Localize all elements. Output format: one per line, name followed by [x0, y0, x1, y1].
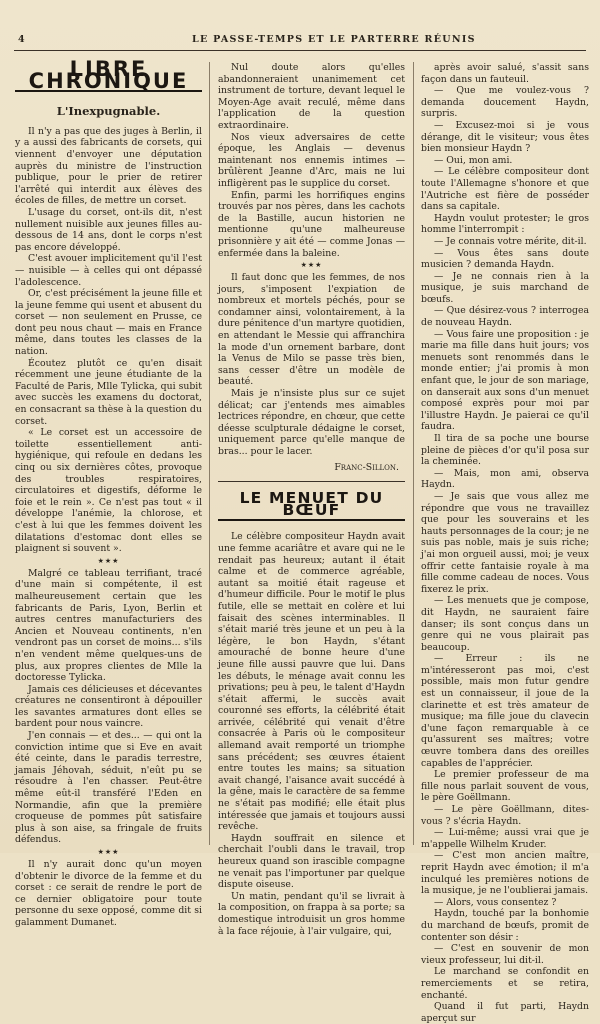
paragraph: « Le corset est un accessoire de toilette essentiellement anti-hygiénique, qui refoule en dedans les cinq ou six dernières côtes, provoque des troubles respiratoires, circulatoires et digestifs, déforme le foie et le rein ». Ce n'est pas tout « il développe l'anémie, la chlorose, et c'est à lui que les femmes doivent les dilatations d'estomac dont elles se plaignent si souvent ». [15, 427, 202, 555]
article-body [421, 62, 589, 1024]
paragraph: — Vous êtes sans doute musicien ? demanda Haydn. [421, 247, 589, 271]
paragraph: — Alors, vous consentez ? [434, 896, 557, 908]
paragraph: Le célèbre compositeur Haydn avait une femme acariâtre et avare qui ne le rendait pas heureux; autant il était calme et de commerce agréable, autant sa moitié était rageuse et d'humeur difficile. Pour le motif le plus futile, elle se mettait en colère et lui faisait des scènes interminables. Il s'était marié très jeune et un peu à la légère, le bon Haydn, s'étant amouraché de bonne heure d'une jeune fille aussi pauvre que lui. Dans les débuts, le ménage avait connu les privations; peu à peu, le talent d'Haydn s'était affermi, le succès avait couronné ses efforts, la célébrité était arrivée, célébrité qui venait d'être consacrée à Paris où le compositeur allemand avait remporté un triomphe sans précédent; ses œuvres étaient entre toutes les mains; sa situation avait changé, l'aisance avait succédé à la gêne, mais le caractère de sa femme ne s'était pas modifié; elle était plus intéressée que jamais et toujours aussi revêche. [218, 531, 405, 833]
article-title: L'Inexpugnable. [56, 104, 161, 119]
paragraph: — Je ne connais rien à la musique, je suis marchand de bœufs. [421, 270, 589, 305]
article-body [218, 531, 405, 937]
paragraph: Mais je n'insiste plus sur ce sujet délicat; car j'entends mes aimables lectrices répondre, en chœur, que cette déesse sculpturale dédaigne le corset, uniquement parce qu'elle manque de bras... pour le lacer. [218, 388, 405, 457]
column-rule [413, 62, 414, 845]
paragraph: Le marchand se confondit en remerciements et se retira, enchanté. [421, 966, 589, 1001]
paragraph: — Vous faire une proposition : je marie ma fille dans huit jours; vos menuets sont renommés dans le monde entier; j'ai promis à mon enfant que, le jour de son mariage, on danserait aux sons d'un menuet composé exprès pour moi par l'illustre Haydn. Je paierai ce qu'il faudra. [421, 328, 589, 433]
journal-title: LE PASSE-TEMPS ET LE PARTERRE RÉUNIS [192, 34, 476, 45]
page-number: 4 [18, 34, 26, 45]
ornament-stars: ★★★ [97, 848, 120, 856]
paragraph: L'usage du corset, ont-ils dit, n'est nullement nuisible aux jeunes filles au-dessous de 14 ans, dont le corps n'est pas encore développé. [15, 206, 202, 253]
ornament-stars: ★★★ [300, 261, 323, 270]
paragraph: Il n'y a pas que des juges à Berlin, il y a aussi des fabricants de corsets, qui viennent d'envoyer une députation auprès du ministre de l'instruction publique, pour le prier de retirer l'arrêté qui interdit aux élèves des écoles de filles, de mettre un corset. [15, 125, 202, 207]
paragraph: — C'est mon ancien maître, reprit Haydn avec émotion; il m'a inculqué les premières notions de la musique, je ne l'oublierai jamais. [421, 850, 589, 897]
article-body [218, 62, 405, 259]
paragraph: — C'est en souvenir de mon vieux professeur, lui dit-il. [421, 943, 589, 966]
column-2 [218, 62, 405, 937]
paragraph: Haydn souffrait en silence et cherchait l'oubli dans le travail, trop heureux quand son irascible compagne ne venait pas l'importuner par quelque dispute oiseuse. [218, 832, 405, 891]
paragraph: — Erreur : ils ne m'intéresseront pas moi, c'est possible, mais mon futur gendre est un connaisseur, il joue de la clarinette et est très amateur de musique; ma fille joue du clavecin d'une façon remarquable à ce qu'assurent ses maîtres; votre œuvre tombera dans des oreilles capables de l'apprécier. [421, 653, 589, 769]
paragraph: — Les menuets que je compose, dit Haydn, ne sauraient faire danser; ils sont conçus dans un genre qui ne vous plairait pas beaucoup. [421, 595, 589, 653]
paragraph: Or, c'est précisément la jeune fille et la jeune femme qui usent et abusent du corset — non seulement en Prusse, ce dont peu nous chaut — mais en France même, dans toutes les classes de la nation. [15, 288, 202, 358]
ornament-stars: ★★★ [97, 556, 120, 565]
running-head [14, 34, 586, 51]
author-signature: Franc-Sillon. [334, 461, 399, 473]
paragraph: Malgré ce tableau terrifiant, tracé d'une main si compétente, il est malheureusement certain que les fabricants de Paris, Lyon, Berlin et autres centres manufacturiers des Ancien et Nouveau continents, n'en vendront pas un corset de moins... s'ils n'en vendent même quelques-uns de plus, aux propres clientes de Mlle la doctoresse Tylicka. [15, 567, 202, 684]
paragraph: — Le père Goëllmann, dites-vous ? s'écria Haydn. [421, 804, 589, 827]
paragraph: Haydn voulut protester; le gros homme l'interrompit : [421, 212, 589, 236]
paragraph: Un matin, pendant qu'il se livrait à la composition, on frappa à sa porte; sa domestique introduisit un gros homme à la face réjouie, à l'air vulgaire, qui, [218, 890, 405, 937]
column-rule [209, 62, 210, 845]
paragraph: — Que désirez-vous ? interrogea de nouveau Haydn. [421, 305, 589, 329]
article-title: LE MENUET DU BŒUF [218, 492, 405, 521]
paragraph: — Le célèbre compositeur dont toute l'Allemagne s'honore et que l'Autriche est fière de posséder dans sa capitale. [421, 166, 589, 213]
paragraph: — Oui, mon ami. [434, 154, 513, 166]
paragraph: — Je connais votre mérite, dit-il. [434, 235, 587, 247]
paragraph: Il tira de sa poche une bourse pleine de pièces d'or qu'il posa sur la cheminée. [421, 433, 589, 468]
paragraph: Nos vieux adversaires de cette époque, les Anglais — devenus maintenant nos ennemis intimes — brûlèrent Jeanne d'Arc, mais ne lui infligèrent pas le supplice du corset. [218, 131, 405, 189]
paragraph: après avoir salué, s'assit sans façon dans un fauteuil. [421, 62, 589, 85]
paragraph: C'est avouer implicitement qu'il l'est — nuisible — à celles qui ont dépassé l'adolescence. [15, 253, 202, 288]
column-1 [15, 57, 202, 928]
article-body [15, 126, 202, 555]
paragraph: — Lui-même; aussi vrai que je m'appelle Wilhelm Kruder. [421, 827, 589, 850]
paragraph: Enfin, parmi les horrifiques engins trouvés par nos pères, dans les cachots de la Bastille, aucun historien ne mentionne qu'une malheureuse prisonnière y ait été — comme Jonas — enfermée dans la baleine. [218, 189, 405, 259]
paragraph: — Mais, mon ami, observa Haydn. [421, 467, 589, 491]
section-title: LIBRE CHRONIQUE [15, 62, 202, 92]
paragraph: Il n'y aurait donc qu'un moyen d'obtenir le divorce de la femme et du corset : ce serait de rendre le port de ce dernier obligatoire pour toute personne du sexe opposé, comme dit si galamment Dumanet. [15, 859, 202, 928]
paragraph: Quand il fut parti, Haydn aperçut sur [421, 1001, 589, 1024]
paragraph: Jamais ces délicieuses et décevantes créatures ne consentiront à dépouiller les savantes armatures dont elles se bardent pour nous vaincre. [15, 683, 202, 730]
paragraph: Il faut donc que les femmes, de nos jours, s'imposent l'expiation de nombreux et mortels péchés, pour se condamner ainsi, volontairement, à la dure pénitence d'un martyre quotidien, en attendant le Messie qui affranchira la mode d'un ornement barbare, dont la Venus de Milo se passe très bien, sans cesser d'être un modèle de beauté. [218, 272, 405, 388]
article-body [218, 272, 405, 458]
article-separator [218, 481, 405, 482]
paragraph: — Je sais que vous allez me répondre que vous ne travaillez que pour les souverains et les hauts personnages de la cour; je ne suis pas noble, mais je suis riche; j'ai mon orgueil aussi, moi; je veux offrir cette fantaisie royale à ma fille comme cadeau de noces. Vous fixerez le prix. [421, 490, 589, 595]
article-body [15, 859, 202, 929]
paragraph: Nul doute alors qu'elles abandonneraient unanimement cet instrument de torture, devant lequel le Moyen-Age avait reculé, même dans l'application de la question extraordinaire. [218, 62, 405, 131]
column-3 [421, 62, 589, 1024]
paragraph: Écoutez plutôt ce qu'en disait récemment une jeune étudiante de la Faculté de Paris, Mlle Tylicka, qui subit avec succès les examens du doctorat, en consacrant sa thèse à la question du corset. [15, 357, 202, 427]
paragraph: Le premier professeur de ma fille nous parlait souvent de vous, le père Goëllmann. [421, 769, 589, 804]
paragraph: — Que me voulez-vous ? demanda doucement Haydn, surpris. [421, 85, 589, 120]
article-body [15, 568, 202, 846]
paragraph: Haydn, touché par la bonhomie du marchand de bœufs, promit de contenter son désir : [421, 908, 589, 943]
paragraph: — Excusez-moi si je vous dérange, dit le visiteur; vous êtes bien monsieur Haydn ? [421, 119, 589, 155]
paragraph: J'en connais — et des... — qui ont la conviction intime que si Eve en avait été ceinte, dans le paradis terrestre, jamais Jéhovah, séduit, n'eût pu se résoudre à l'en chasser. Peut-être même eût-il transféré l'Eden en Normandie, afin que la première croqueuse de pommes pût satisfaire plus à son aise, sa fringale de fruits défendus. [15, 730, 202, 846]
